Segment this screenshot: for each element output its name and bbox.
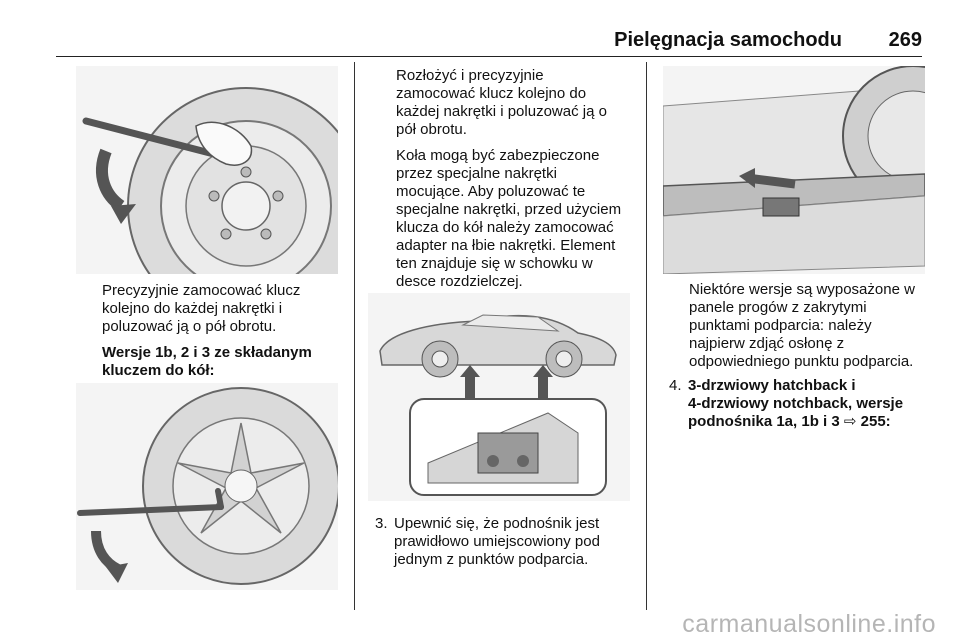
step-4-number: 4. xyxy=(669,377,682,394)
step-4-text: 3-drzwiowy hatchback i 4-drzwiowy notchback, wersje podnośnika 1a, 1b i 3 ⇨ 255: xyxy=(688,377,904,430)
column2-text xyxy=(396,67,641,299)
page-reference-link[interactable]: 255: xyxy=(860,413,891,430)
locking-nuts-note: Koła mogą być zabezpieczone przez specjalne nakrętki mocujące. Aby poluzować te specjalne nakrętki, przed użyciem klucza do kół należy zamocować adapter na łbie nakrętki. Element ten znajduje się w schowku w desce rozdzielczej. xyxy=(396,147,622,290)
wheel-wrench-illustration xyxy=(76,66,338,274)
step-3-number: 3. xyxy=(375,515,388,532)
column-divider xyxy=(646,62,647,610)
watermark: carmanualsonline.info xyxy=(682,610,936,638)
page-reference-arrow-icon: ⇨ xyxy=(843,413,857,430)
loosen-instructions: Rozłożyć i precyzyjnie zamocować klucz kolejno do każdej nakrętki i poluzować ją o pół obrotu. xyxy=(396,67,607,138)
sill-panel-drawing xyxy=(663,66,925,274)
column3-text xyxy=(689,281,929,379)
column1-text xyxy=(102,282,346,388)
page-number: 269 xyxy=(888,29,922,51)
wheel-caption: Precyzyjnie zamocować klucz kolejno do każdej nakrętki i poluzować ją o pół obrotu. xyxy=(102,282,301,335)
folding-wrench-drawing xyxy=(76,383,338,590)
sill-panel-caption: Niektóre wersje są wyposażone w panele progów z zakrytymi punktami podparcia: należy najpierw zdjąć osłonę z odpowiedniego punktu podparcia. xyxy=(689,281,915,370)
car-jack-drawing xyxy=(368,293,630,501)
step-3-text: Upewnić się, że podnośnik jest prawidłowo umiejscowiony pod jednym z punktów podparcia. xyxy=(394,515,600,568)
page-header xyxy=(56,26,922,57)
car-jack-illustration xyxy=(368,293,630,501)
sill-panel-illustration xyxy=(663,66,925,274)
column-divider xyxy=(354,62,355,610)
wheel-wrench-drawing xyxy=(76,66,338,274)
folding-wrench-heading: Wersje 1b, 2 i 3 ze składanym kluczem do kół: xyxy=(102,344,312,379)
page-title: Pielęgnacja samochodu xyxy=(614,29,842,51)
folding-wrench-illustration xyxy=(76,383,338,590)
